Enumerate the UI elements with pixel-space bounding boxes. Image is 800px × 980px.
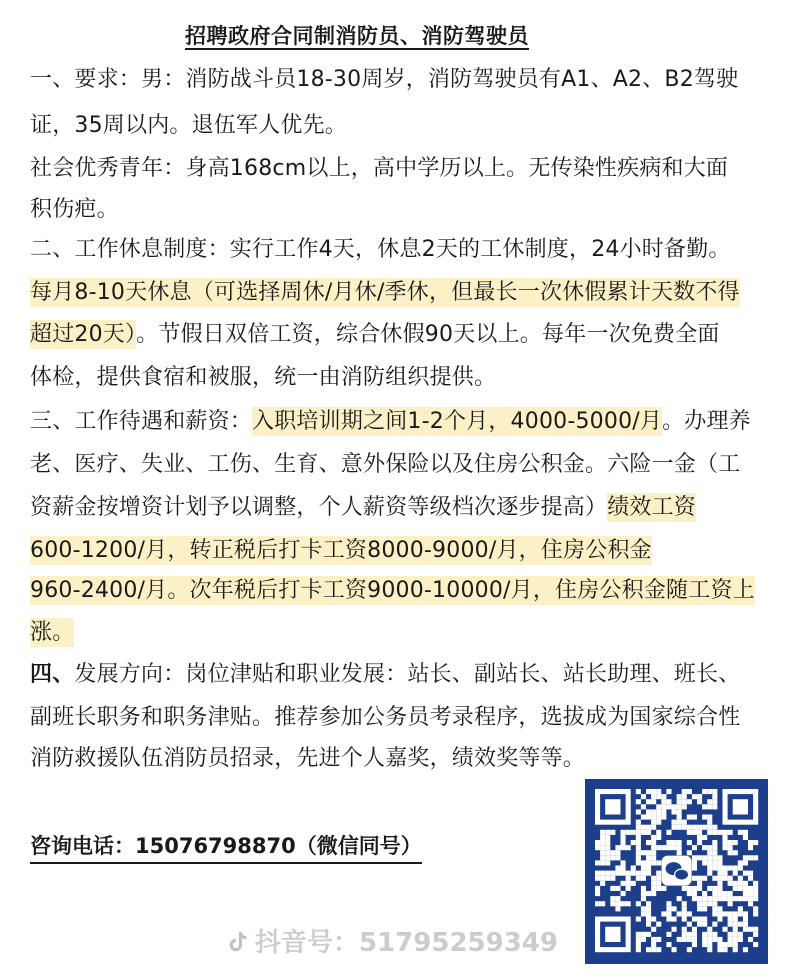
- line-1: [30, 66, 738, 94]
- line-text: 发展方向：岗位津贴和职业发展：站长、副站长、站长助理、班长、: [74, 662, 741, 687]
- line-9: [30, 408, 751, 436]
- highlight-text: 每月8-10天休息（可选择周休/月休/季休，但最长一次休假累计天数不得: [30, 280, 740, 305]
- line-text: 老、医疗、失业、工伤、生育、意外保险以及住房公积金。六险一金（工: [30, 452, 741, 477]
- highlight-text: 超过20天）: [30, 322, 137, 347]
- line-prefix: 三、工作待遇和薪资：: [30, 409, 253, 434]
- line-11: [30, 494, 696, 522]
- line-13: [30, 577, 755, 605]
- highlight-text: 绩效工资: [607, 495, 697, 520]
- line-3: [30, 155, 728, 183]
- highlight-text: 入职培训期之间1-2个月，4000-5000/月: [252, 409, 663, 434]
- line-6: [30, 279, 740, 307]
- line-text: 一、要求：男：消防战斗员18-30周岁，消防驾驶员有A1、A2、B2驾驶: [30, 67, 739, 92]
- highlight-text: 600-1200/月，转正税后打卡工资8000-9000/月，住房公积金: [30, 538, 652, 563]
- line-text: 副班长职务和职务津贴。推荐参加公务员考录程序，选拔成为国家综合性: [30, 705, 741, 730]
- line-12: [30, 537, 652, 565]
- contact-phone: 咨询电话：15076798870（微信同号）: [30, 830, 422, 864]
- line-15: [30, 661, 740, 689]
- line-17: [30, 745, 585, 773]
- line-14: [30, 619, 74, 647]
- line-4: [30, 196, 119, 224]
- line-16: [30, 704, 740, 732]
- highlight-text: 涨。: [30, 620, 75, 645]
- line-text: 。办理养: [662, 409, 751, 434]
- line-2: [30, 112, 347, 140]
- line-10: [30, 451, 740, 479]
- page-title: 招聘政府合同制消防员、消防驾驶员: [185, 24, 529, 48]
- line-text: 二、工作休息制度：实行工作4天，休息2天的工休制度，24小时备勤。: [30, 237, 731, 262]
- line-text: 。节假日双倍工资，综合休假90天以上。每年一次免费全面: [136, 322, 720, 347]
- line-8: [30, 364, 496, 392]
- line-text: 消防救援队伍消防员招录，先进个人嘉奖，绩效奖等等。: [30, 746, 586, 771]
- line-7: [30, 321, 720, 349]
- qr-code: [585, 779, 768, 964]
- watermark-text: 抖音号：51795259349: [255, 928, 558, 958]
- line-text: 社会优秀青年：身高168cm以上，高中学历以上。无传染性疾病和大面: [30, 156, 729, 181]
- line-5: [30, 236, 731, 264]
- section-number: 四、: [30, 662, 75, 687]
- line-text: 证，35周以内。退伍军人优先。: [30, 113, 347, 138]
- highlight-text: 960-2400/月。次年税后打卡工资9000-10000/月，住房公积金随工资上: [30, 578, 755, 603]
- line-text: 体检，提供食宿和被服，统一由消防组织提供。: [30, 365, 497, 390]
- watermark: [225, 922, 558, 959]
- tiktok-icon: [225, 930, 249, 954]
- line-text: 资薪金按增资计划予以调整，个人薪资等级档次逐步提高）: [30, 495, 608, 520]
- line-text: 积伤疤。: [30, 197, 119, 222]
